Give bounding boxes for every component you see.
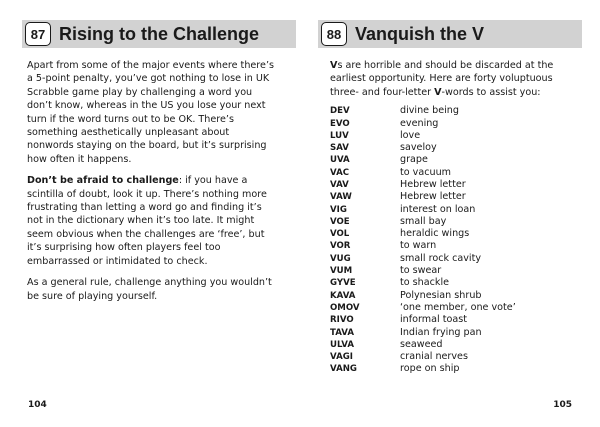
word-entry: VAV [330,180,349,190]
word-list-item [330,253,570,265]
word-definition: to warn [400,240,437,252]
word-list-item [330,290,570,302]
word-definition: love [400,129,421,141]
word-list-item [330,228,570,240]
word-list-item [330,339,570,351]
word-definition: Polynesian shrub [400,289,482,301]
word-entry: LUV [330,130,349,141]
word-entry: VIG [330,204,347,215]
word-entry: ULVA [330,339,354,350]
word-entry: RIVO [330,315,354,326]
section-number-badge: 88 [321,22,347,46]
word-list-item [330,216,570,228]
word-list [330,105,570,376]
word-entry: SAV [330,143,349,154]
section-header-87 [22,20,296,48]
word-list-item [330,363,570,375]
word-entry: GYVE [330,278,356,289]
word-list-item [330,142,570,154]
word-entry: VOL [330,229,350,240]
intro-paragraph [330,59,570,99]
word-definition: cranial nerves [400,351,468,363]
word-definition: Hebrew letter [400,179,466,190]
word-list-item [330,167,570,179]
word-list-item [330,179,570,191]
word-list-item [330,118,570,130]
word-list-item [330,265,570,277]
word-definition: Hebrew letter [400,191,466,203]
word-definition: to swear [400,265,442,277]
word-list-item [330,130,570,142]
word-entry: DEV [330,106,350,117]
word-entry: KAVA [330,290,356,301]
word-list-item [330,351,570,363]
word-definition: seaweed [400,338,443,350]
word-definition: to vacuum [400,166,452,178]
word-entry: UVA [330,155,350,166]
section-header-88 [318,20,582,48]
word-list-item [330,327,570,339]
word-list-item [330,105,570,117]
intro-text-2: -words to assist you: [441,86,541,98]
word-definition: small bay [400,215,447,227]
intro-bold-v2: V [434,86,442,98]
word-entry: VOE [330,216,350,227]
word-definition: saveloy [400,142,437,154]
word-list-item [330,314,570,326]
page-number: 105 [553,400,572,410]
word-list-item [330,277,570,289]
word-definition: informal toast [400,314,467,326]
intro-text-1: s are horrible and should be discarded at the earliest opportunity. Here are forty voluptuous three- and four-letter [330,60,554,98]
word-definition: divine being [400,105,459,117]
word-definition: heraldic wings [400,228,470,240]
paragraph-2 [27,174,275,268]
word-definition: grape [400,154,428,166]
word-definition: interest on loan [400,203,476,215]
word-list-item [330,154,570,166]
word-definition: rope on ship [400,363,460,375]
paragraph-2-rest: : if you have a scintilla of doubt, look it up. There’s nothing more frustrating than letting a word go and finding it’s not in the dictionary when it’s too late. It might seem obvious when the challenges are ‘free’, but it’s surprising how often players feel too embarrassed or intimidated to check. [27,175,267,267]
word-entry: VOR [330,241,351,252]
section-body [27,59,275,311]
word-entry: VAW [330,192,352,203]
word-entry: TAVA [330,327,354,338]
word-entry: VAGI [330,352,353,363]
paragraph-2-lead: Don’t be afraid to challenge [27,175,179,187]
word-entry: EVO [330,118,350,129]
word-entry: OMOV [330,302,360,313]
word-definition: small rock cavity [400,252,482,264]
word-definition: to shackle [400,277,450,289]
paragraph-3: As a general rule, challenge anything you wouldn’t be sure of playing yourself. [27,277,272,302]
word-entry: VUG [330,253,351,264]
word-entry: VUM [330,266,353,277]
paragraph-1: Apart from some of the major events where there’s a 5-point penalty, you’ve got nothing to lose in UK Scrabble game play by challenging a word you don’t know, whereas in the US you lose your next turn if the word turns out to be OK. There’s something aesthetically unpleasant about nonwords staying on the board, but it’s surprising how often it happens. [27,60,274,165]
section-number-badge: 87 [25,22,51,46]
word-entry: VANG [330,364,357,375]
section-body [330,59,570,376]
right-page [300,0,600,427]
section-title: Rising to the Challenge [59,23,260,44]
word-list-item [330,191,570,203]
intro-bold-v1: V [330,60,338,71]
page-number: 104 [28,400,47,410]
word-list-item [330,240,570,252]
word-definition: evening [400,117,439,129]
word-definition: Indian frying pan [400,326,482,338]
word-list-item [330,204,570,216]
word-entry: VAC [330,167,350,178]
word-list-item [330,302,570,314]
section-title: Vanquish the V [355,23,485,44]
word-definition: ‘one member, one vote’ [400,301,516,313]
